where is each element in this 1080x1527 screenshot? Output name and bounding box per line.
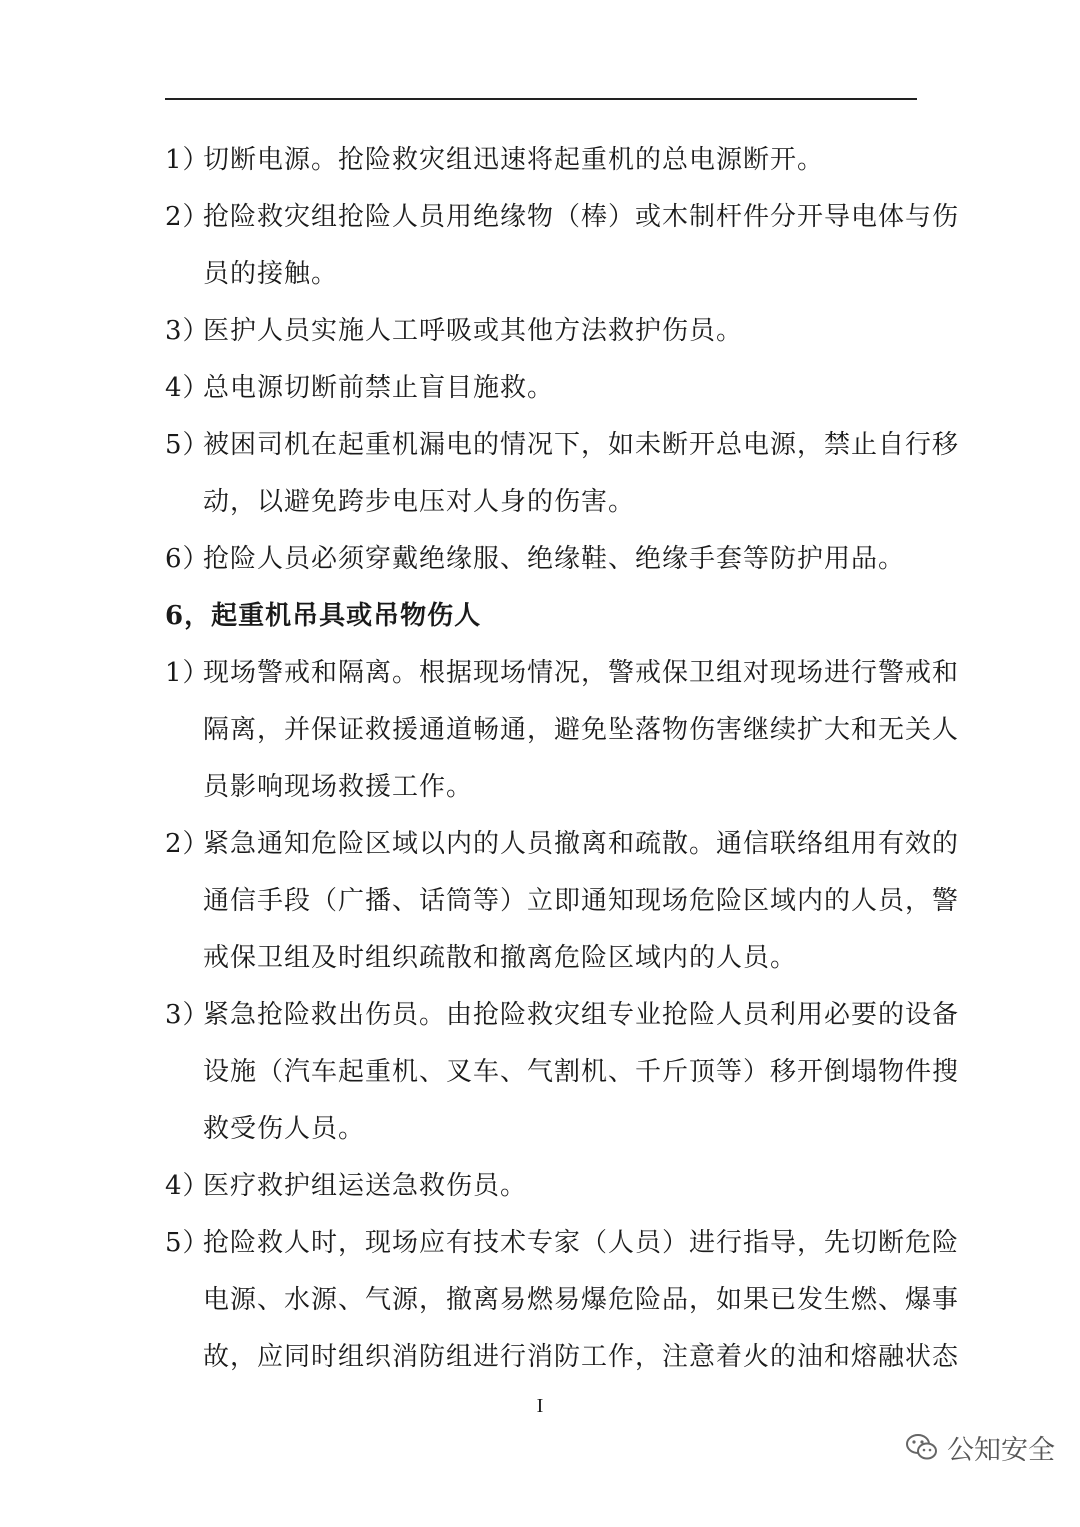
item-text-line: 紧急抢险救出伤员。由抢险救灾组专业抢险人员利用必要的设备 xyxy=(203,1000,960,1030)
wechat-icon xyxy=(905,1432,939,1462)
item-text-line: 医疗救护组运送急救伤员。 xyxy=(203,1171,528,1201)
item-text-line: 员的接触。 xyxy=(203,259,339,289)
list-item xyxy=(165,189,960,303)
list-item xyxy=(165,1215,960,1386)
section-electric-shock-steps xyxy=(165,132,960,588)
item-text-line: 电源、水源、气源，撤离易燃易爆危险品，如果已发生燃、爆事 xyxy=(203,1285,960,1315)
list-item xyxy=(165,816,960,987)
list-item xyxy=(165,360,925,417)
item-text-line: 戒保卫组及时组织疏散和撤离危险区域内的人员。 xyxy=(203,943,798,973)
item-number: 2） xyxy=(165,202,210,232)
item-text-line: 切断电源。抢险救灾组迅速将起重机的总电源断开。 xyxy=(203,145,825,175)
item-number: 3） xyxy=(165,316,210,346)
item-number: 5） xyxy=(165,1228,210,1258)
item-text-line: 抢险救灾组抢险人员用绝缘物（棒）或木制杆件分开导电体与伤 xyxy=(203,202,960,232)
item-text-line: 紧急通知危险区域以内的人员撤离和疏散。通信联络组用有效的 xyxy=(203,829,960,859)
item-number: 1） xyxy=(165,658,210,688)
list-item xyxy=(165,132,925,189)
list-item xyxy=(165,645,960,816)
list-item xyxy=(165,417,960,531)
item-text-line: 抢险救人时，现场应有技术专家（人员）进行指导，先切断危险 xyxy=(203,1228,960,1258)
item-text-line: 员影响现场救援工作。 xyxy=(203,772,474,802)
item-number: 5） xyxy=(165,430,210,460)
watermark xyxy=(905,1425,1055,1469)
item-text-line: 医护人员实施人工呼吸或其他方法救护伤员。 xyxy=(203,316,744,346)
watermark-text: 公知安全 xyxy=(947,1434,1055,1466)
item-text-line: 隔离，并保证救援通道畅通，避免坠落物伤害继续扩大和无关人 xyxy=(203,715,960,745)
item-number: 4） xyxy=(165,1171,210,1201)
item-text-line: 设施（汽车起重机、叉车、气割机、千斤顶等）移开倒塌物件搜 xyxy=(203,1057,960,1087)
list-item xyxy=(165,1158,925,1215)
item-number: 3） xyxy=(165,1000,210,1030)
item-text-line: 现场警戒和隔离。根据现场情况，警戒保卫组对现场进行警戒和 xyxy=(203,658,960,688)
document-body xyxy=(165,132,960,1386)
list-item xyxy=(165,303,925,360)
page-number: I xyxy=(536,1395,544,1417)
list-item xyxy=(165,987,960,1158)
item-text-line: 动，以避免跨步电压对人身的伤害。 xyxy=(203,487,636,517)
section-crane-injury-steps xyxy=(165,645,960,1386)
item-text-line: 被困司机在起重机漏电的情况下，如未断开总电源，禁止自行移 xyxy=(203,430,960,460)
item-number: 2） xyxy=(165,829,210,859)
list-item xyxy=(165,531,925,588)
item-text-line: 故，应同时组织消防组进行消防工作，注意着火的油和熔融状态 xyxy=(203,1342,960,1372)
section-heading: 6，起重机吊具或吊物伤人 xyxy=(165,601,482,631)
item-text-line: 救受伤人员。 xyxy=(203,1114,366,1144)
header-rule xyxy=(165,98,917,100)
item-text-line: 总电源切断前禁止盲目施救。 xyxy=(203,373,555,403)
item-number: 1） xyxy=(165,145,210,175)
item-number: 6） xyxy=(165,544,210,574)
item-text-line: 通信手段（广播、话筒等）立即通知现场危险区域内的人员，警 xyxy=(203,886,960,916)
item-number: 4） xyxy=(165,373,210,403)
item-text-line: 抢险人员必须穿戴绝缘服、绝缘鞋、绝缘手套等防护用品。 xyxy=(203,544,906,574)
